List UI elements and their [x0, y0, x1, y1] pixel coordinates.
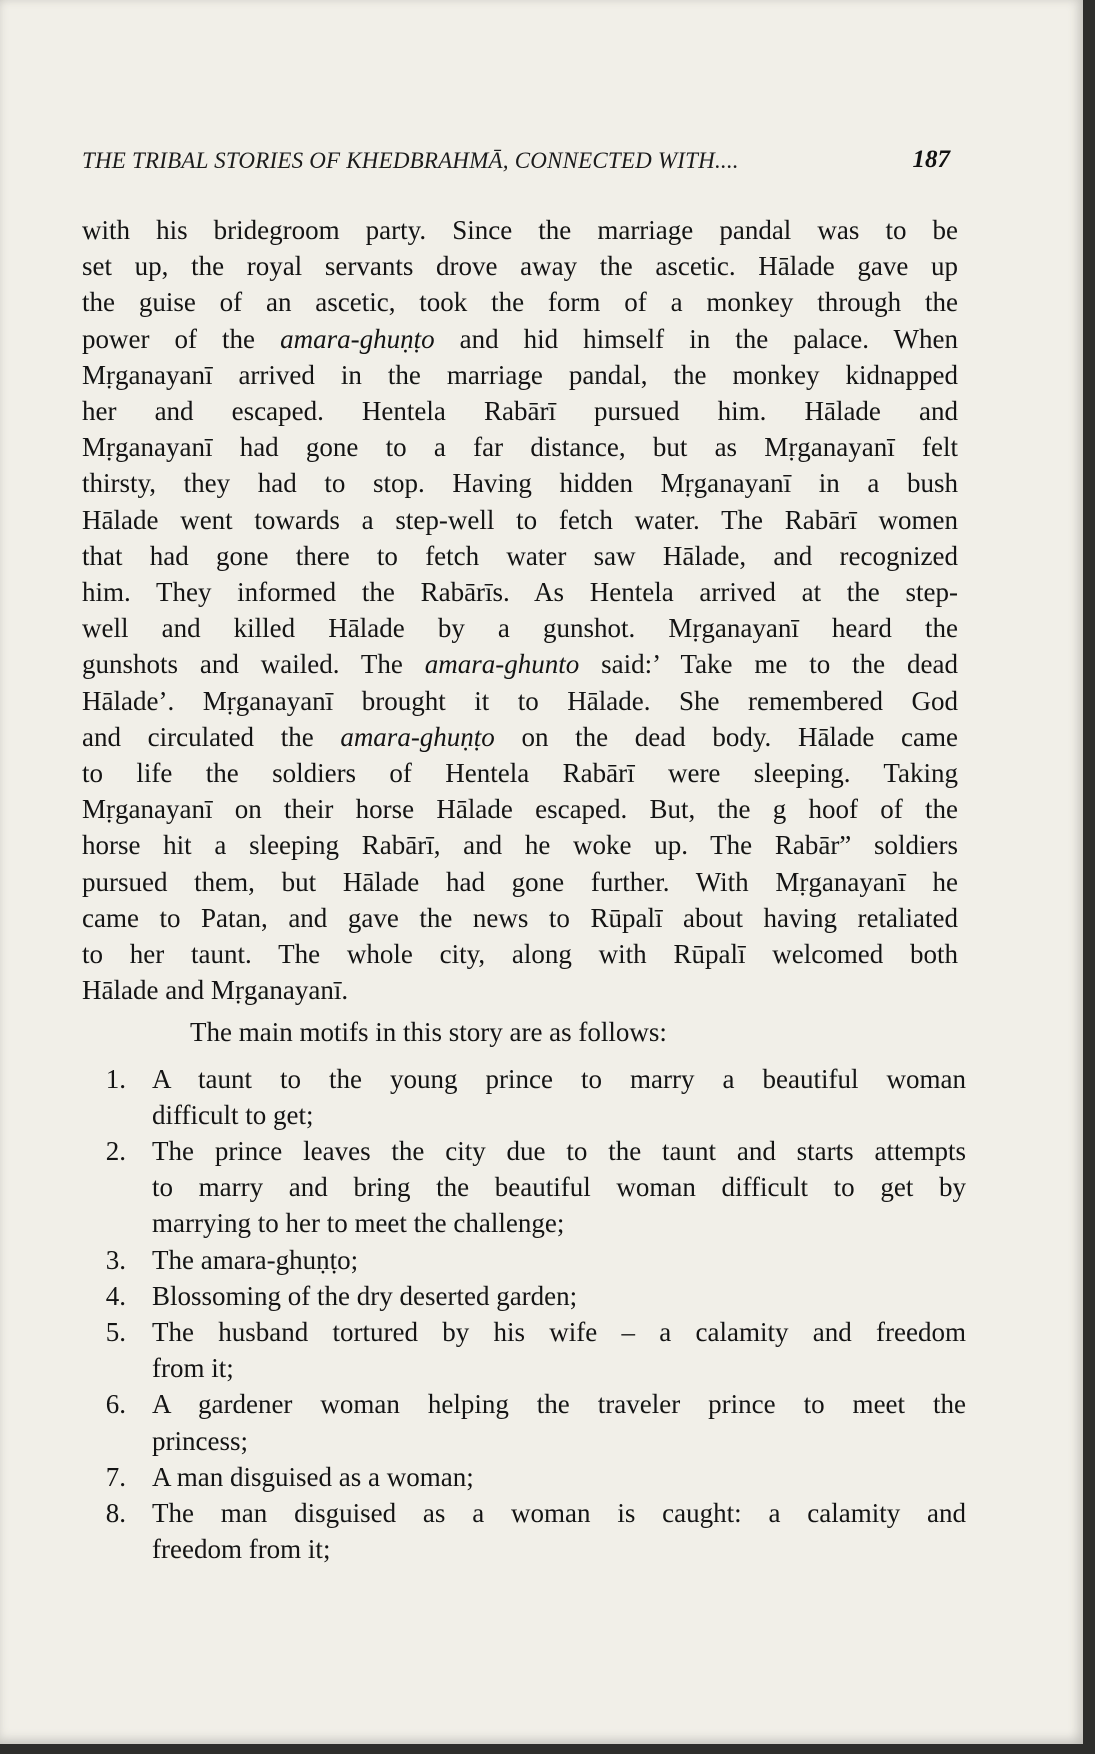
text-run: set up, the royal servants drove away the ascetic. Hālade gave up — [82, 251, 958, 282]
scan-edge-right — [1083, 0, 1095, 1754]
text-run: princess; — [152, 1425, 248, 1456]
list-item-number: 6. — [105, 1389, 126, 1420]
paragraph-line — [82, 791, 958, 827]
text-run: horse hit a sleeping Rabārī, and he woke up. The Rabār” soldiers — [82, 830, 958, 861]
list-item-number: 5. — [105, 1317, 126, 1347]
paragraph-line — [82, 972, 958, 1008]
italic-term: amara-ghunto — [424, 649, 580, 680]
list-item-number: 4. — [105, 1280, 126, 1311]
list-item-line — [152, 1242, 966, 1278]
list-item-number: 2. — [105, 1136, 126, 1166]
text-run: and hid himself in the palace. When — [434, 323, 958, 354]
paragraph-line — [82, 357, 958, 393]
text-run: from it; — [152, 1353, 234, 1384]
text-run: The husband tortured by his wife – a calamity and freedom — [152, 1317, 966, 1347]
text-run: thirsty, they had to stop. Having hidden Mṛganayanī in a bush — [82, 468, 958, 499]
paragraph-line — [82, 248, 958, 284]
running-head: THE TRIBAL STORIES OF KHEDBRAHMĀ, CONNECTED WITH.... — [82, 148, 739, 173]
text-run: the guise of an ascetic, took the form of a monkey through the — [82, 287, 958, 318]
list-item-number: 1. — [105, 1063, 126, 1094]
text-run: The prince leaves the city due to the taunt and starts attempts — [152, 1136, 966, 1166]
paragraph-line — [82, 393, 958, 429]
text-run: with his bridegroom party. Since the marriage pandal was to be — [82, 215, 958, 245]
paragraph-line — [82, 683, 958, 719]
list-item-number: 7. — [105, 1461, 126, 1492]
text-run: Hālade went towards a step-well to fetch water. The Rabārī women — [82, 504, 958, 535]
paragraph-line — [82, 719, 958, 755]
page-number: 187 — [912, 146, 950, 173]
italic-term: amara-ghuṇṭo — [340, 721, 495, 752]
list-item-number: 8. — [105, 1498, 126, 1528]
paragraph-line — [82, 212, 958, 248]
text-run: pursued them, but Hālade had gone further. With Mṛganayanī he — [82, 866, 958, 897]
text-run: Hālade and Mṛganayanī. — [82, 975, 349, 1006]
text-run: difficult to get; — [152, 1099, 314, 1130]
text-run: him. They informed the Rabārīs. As Hentela arrived at the step- — [82, 577, 958, 607]
paragraph-line — [82, 429, 958, 465]
list-item-line — [152, 1459, 966, 1495]
text-run: marrying to her to meet the challenge; — [152, 1208, 565, 1239]
text-run: A man disguised as a woman; — [152, 1461, 474, 1492]
italic-term: amara-ghuṇṭo — [280, 323, 435, 354]
text-run: to her taunt. The whole city, along with Rūpalī welcomed both — [82, 939, 958, 969]
paragraph-line — [82, 502, 958, 538]
paragraph-line — [82, 538, 958, 574]
list-item-line — [152, 1350, 966, 1386]
list-item-line — [152, 1205, 966, 1241]
text-run: and circulated the — [82, 721, 341, 752]
text-run: power of the — [82, 323, 281, 354]
text-run: to marry and bring the beautiful woman difficult to get by — [152, 1172, 966, 1203]
list-item-line — [152, 1423, 966, 1459]
paragraph-line — [82, 827, 958, 863]
text-run: well and killed Hālade by a gunshot. Mṛganayanī heard the — [82, 613, 958, 644]
paragraph-line — [82, 900, 958, 936]
text-run: Mṛganayanī had gone to a far distance, but as Mṛganayanī felt — [82, 432, 958, 463]
paragraph-line — [82, 321, 958, 357]
paragraph-line — [82, 574, 958, 610]
text-run: gunshots and wailed. The — [82, 649, 425, 680]
paragraph-line — [82, 646, 958, 682]
list-item-line — [152, 1133, 966, 1169]
text-run: said:’ Take me to the dead — [579, 649, 958, 680]
text-run: came to Patan, and gave the news to Rūpalī about having retaliated — [82, 902, 958, 933]
list-item-line — [152, 1097, 966, 1133]
paragraph-line — [82, 936, 958, 972]
text-run: The man disguised as a woman is caught: a calamity and — [152, 1498, 966, 1528]
text-run: Blossoming of the dry deserted garden; — [152, 1280, 578, 1311]
list-item-line — [152, 1169, 966, 1205]
text-run: Mṛganayanī on their horse Hālade escaped. But, the g hoof of the — [82, 794, 958, 825]
scan-edge-bottom — [0, 1744, 1095, 1754]
list-item-line — [152, 1314, 966, 1350]
text-run: on the dead body. Hālade came — [494, 721, 958, 752]
paragraph-line — [82, 465, 958, 501]
paragraph-line — [82, 284, 958, 320]
motifs-intro: The main motifs in this story are as follows: — [190, 1017, 667, 1048]
list-item-line — [152, 1278, 966, 1314]
text-run: Hālade’. Mṛganayanī brought it to Hālade. She remembered God — [82, 685, 958, 716]
text-run: A taunt to the young prince to marry a beautiful woman — [152, 1063, 966, 1094]
text-run: freedom from it; — [152, 1534, 331, 1565]
paragraph-line — [82, 755, 958, 791]
text-run: A gardener woman helping the traveler prince to meet the — [152, 1389, 966, 1420]
paragraph-line — [82, 610, 958, 646]
list-item-line — [152, 1386, 966, 1422]
list-item-line — [152, 1531, 966, 1567]
text-run: to life the soldiers of Hentela Rabārī were sleeping. Taking — [82, 758, 958, 788]
text-run: Mṛganayanī arrived in the marriage pandal, the monkey kidnapped — [82, 359, 958, 390]
text-run: The amara-ghuṇṭo; — [152, 1244, 359, 1275]
text-run: her and escaped. Hentela Rabārī pursued him. Hālade and — [82, 396, 958, 426]
list-item-line — [152, 1495, 966, 1531]
paragraph-line — [82, 864, 958, 900]
text-run: that had gone there to fetch water saw Hālade, and recognized — [82, 540, 958, 571]
list-item-line — [152, 1061, 966, 1097]
list-item-number: 3. — [105, 1244, 126, 1275]
